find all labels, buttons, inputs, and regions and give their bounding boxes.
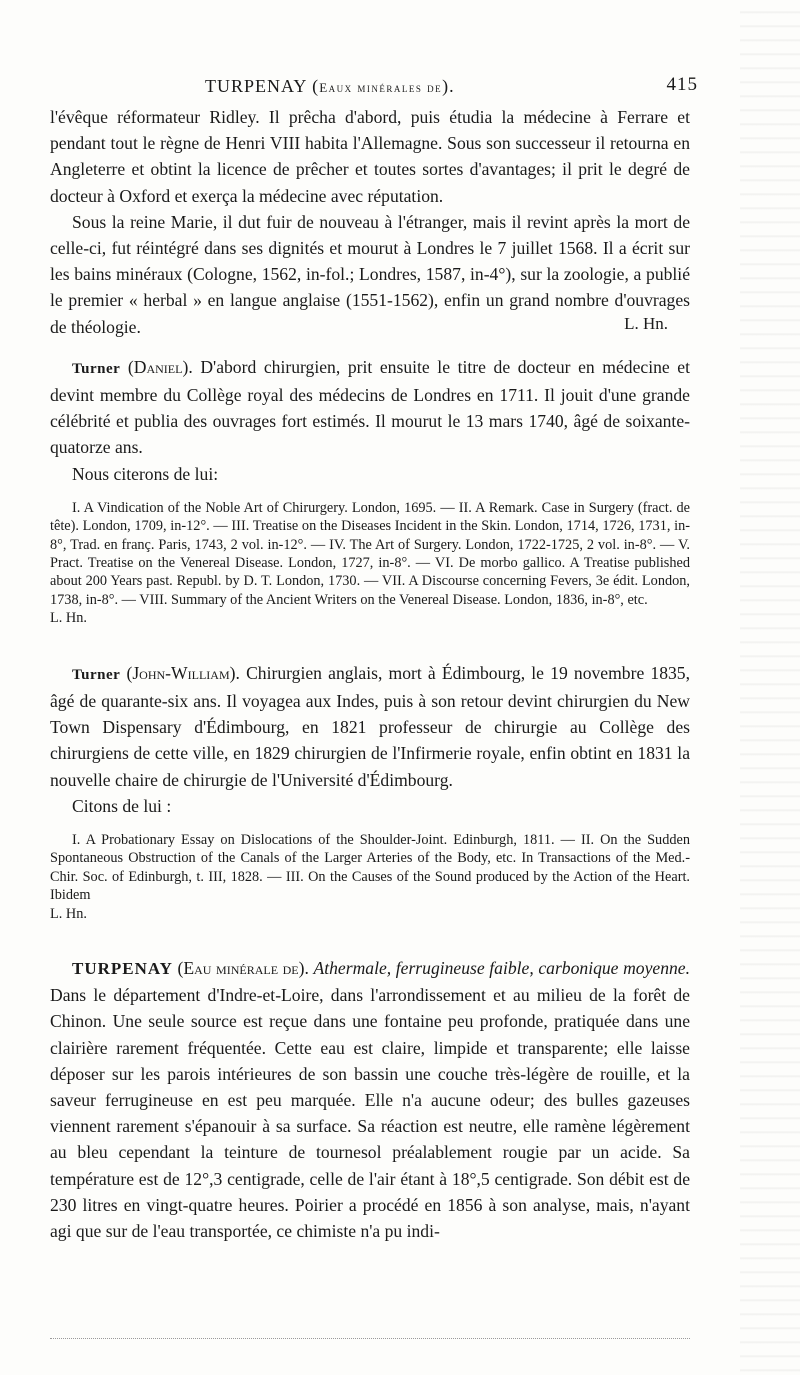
page-body bbox=[50, 70, 698, 1244]
entry-label: (Eau minérale de). bbox=[177, 957, 309, 978]
entry-firstname: (Daniel). bbox=[127, 356, 193, 377]
entry-text: Chirurgien anglais, mort à Édimbourg, le 19 novembre 1835, âgé de quarante-six ans. Il voyagea aux Indes, puis à son retour devint chirurgien du New Town Dispensary d'Édimbourg, en 1821 professeur de chirurgie au Collège des chirurgiens de cette ville, en 1829 chirurgien de l'Infirmerie royale, enfin obtint en 1831 la nouvelle chaire de chirurgie de l'Université d'Édimbourg. bbox=[50, 662, 690, 790]
paragraph-ridley: l'évêque réformateur Ridley. Il prêcha d'abord, puis étudia la médecine à Ferrare et pendant tout le règne de Henri VIII habita l'Allemagne. Sous son successeur il retourna en Angleterre et obtint la licence de prêcher et toutes sortes d'avantages; il prit le degré de docteur à Oxford et exerça la médecine avec réputation. bbox=[50, 107, 690, 206]
signature: L. Hn. bbox=[50, 905, 87, 922]
entry-turner-john-william bbox=[50, 660, 690, 793]
footer-rule bbox=[50, 1338, 690, 1339]
running-title-end: ). bbox=[442, 76, 455, 96]
bibliography-daniel: I. A Vindication of the Noble Art of Chirurgery. London, 1695. — II. A Remark. Case in Surgery (fract. de tête). London, 1709, in-12°. — III. Treatise on the Diseases Incident in the Skin. London, 1714, 1726, 1731, in-8°, Trad. en franç. Paris, 1743, 2 vol. in-12°. — IV. The Art of Surgery. London, 1722-1725, 2 vol. in-8°. — V. Pract. Treatise on the Venereal Disease. London, 1727, in-8°. — VI. De morbo gallico. A Treatise published about 200 Years past. Republ. by D. T. London, 1730. — VII. A Discourse concerning Fevers, 3e édit. London, 1738, in-8°. — VIII. Summary of the Ancient Writers on the Venereal Disease. London, 1836, in-8°, etc. bbox=[50, 499, 690, 608]
page-edge-shading bbox=[740, 0, 800, 1375]
entry-name: Turner bbox=[72, 360, 121, 377]
entry-text: Dans le département d'Indre-et-Loire, dans l'arrondissement et au milieu de la forêt de Chinon. Une seule source est reçue dans une fontaine peu profonde, pratiquée dans une clairière rarement fréquentée. Cette eau est claire, limpide et transparente; elle laisse déposer sur les parois intérieures de son bassin une couche très-légère de rouille, et la saveur ferrugineuse en est peu marquée. Elle n'a aucune odeur; des bulles gazeuses viennent rarement s'épanouir à sa surface. Sa réaction est neutre, elle ramène légèrement au bleu cependant la teinture de tournesol préalablement rougie par un acide. Sa température est de 12°,3 centigrade, celle de l'air étant à 18°,5 centigrade. Son débit est de 230 litres en vingt-quatre heures. Poirier a procédé en 1856 à son analyse, mais, n'ayant agi que sur de l'eau transportée, ce chimiste n'a pu indi- bbox=[50, 985, 690, 1241]
biblio-intro: Citons de lui : bbox=[72, 795, 172, 816]
running-title-main: TURPENAY ( bbox=[205, 76, 320, 96]
page-number: 415 bbox=[666, 74, 698, 95]
running-title bbox=[205, 76, 455, 97]
entry-text: D'abord chirurgien, prit ensuite le titre de docteur en médecine et devint membre du Collège royal des médecins de Londres en 1711. Il jouit d'une grande célébrité et publia des ouvrages fort estimés. Il mourut le 13 mars 1740, âgé de soixante-quatorze ans. bbox=[50, 356, 690, 458]
entry-name: TURPENAY bbox=[72, 958, 173, 978]
signature: L. Hn. bbox=[50, 610, 87, 627]
bibliography-john-william: I. A Probationary Essay on Dislocations of the Shoulder-Joint. Edinburgh, 1811. — II. On the Sudden Spontaneous Obstruction of the Canals of the Larger Arteries of the Body, etc. In Transactions of the Med.-Chir. Soc. of Edinburgh, t. III, 1828. — III. On the Causes of the Sound produced by the Action of the Heart. Ibidem bbox=[50, 831, 690, 904]
biblio-intro: Nous citerons de lui: bbox=[72, 463, 219, 484]
entry-turner-daniel bbox=[50, 354, 690, 461]
running-header bbox=[50, 70, 698, 104]
entry-firstname: (John-William). bbox=[126, 662, 240, 683]
paragraph-marie: Sous la reine Marie, il dut fuir de nouveau à l'étranger, mais il revint après la mort de celle-ci, fut réintégré dans ses dignités et mourut à Londres le 7 juillet 1568. Il a écrit sur les bains minéraux (Cologne, 1562, in-fol.; Londres, 1587, in-4°), sur la zoologie, a publié le premier « herbal » en langue anglaise (1551-1562), enfin un grand nombre d'ouvrages de théologie. bbox=[50, 211, 690, 337]
entry-name: Turner bbox=[72, 666, 121, 683]
entry-qualifiers: Athermale, ferrugineuse faible, carbonique moyenne. bbox=[313, 957, 691, 978]
signature: L. Hn. bbox=[624, 313, 668, 333]
entry-turpenay bbox=[50, 955, 690, 1244]
running-title-small: Eaux minérales de bbox=[319, 80, 443, 95]
